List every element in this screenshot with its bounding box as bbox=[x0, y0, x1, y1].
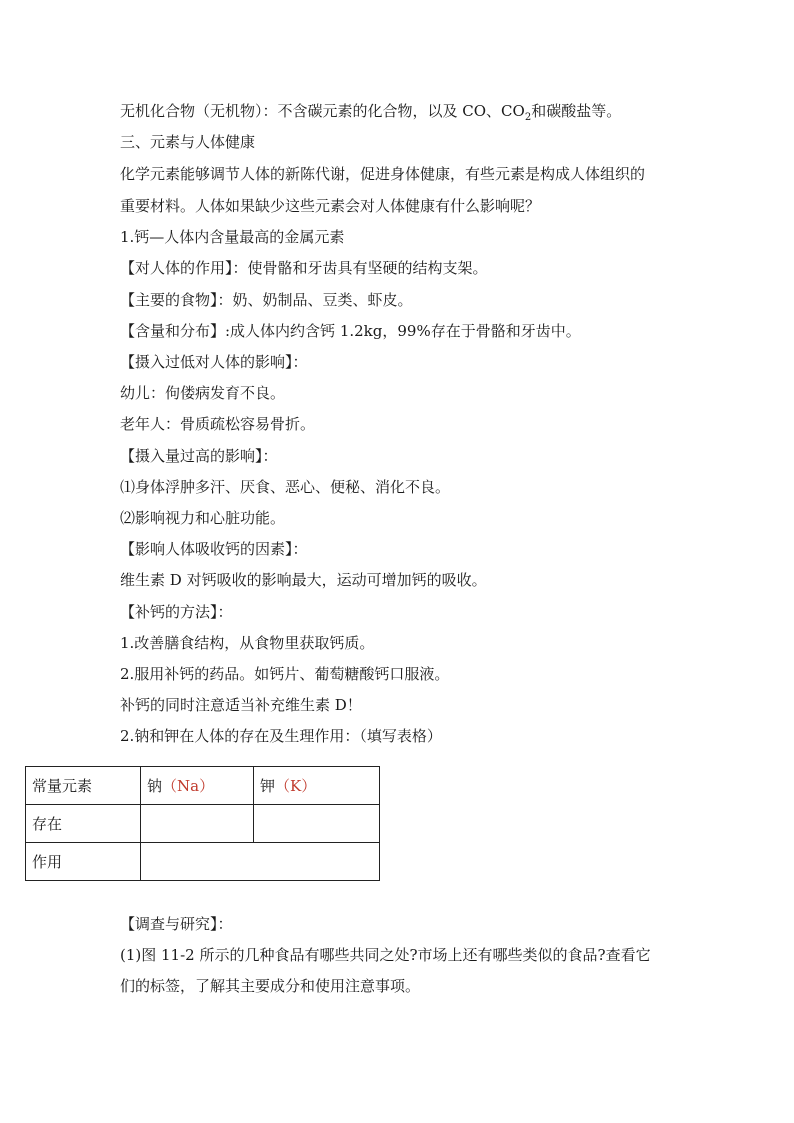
method-heading: 【补钙的方法】： bbox=[120, 603, 233, 621]
high-intake-item-1: ⑴身体浮肿多汗、厌食、恶心、便秘、消化不良。 bbox=[120, 478, 451, 496]
inorganic-text: 无机化合物（无机物）：不含碳元素的化合物，以及 CO、CO bbox=[120, 102, 525, 120]
food-line: 【主要的食物】：奶、奶制品、豆类、虾皮。 bbox=[120, 291, 413, 309]
potassium-symbol: （K） bbox=[275, 777, 317, 795]
potassium-existence-cell[interactable] bbox=[254, 805, 380, 843]
inorganic-definition bbox=[120, 101, 621, 121]
low-intake-heading: 【摄入过低对人体的影响】： bbox=[120, 353, 308, 371]
factors-heading: 【影响人体吸收钙的因素】： bbox=[120, 540, 308, 558]
high-intake-heading: 【摄入量过高的影响】： bbox=[120, 447, 278, 465]
survey-heading: 【调查与研究】： bbox=[120, 915, 233, 933]
vitamin-d-line: 维生素 D 对钙吸收的影响最大，运动可增加钙的吸收。 bbox=[120, 571, 487, 589]
elements-table bbox=[25, 766, 380, 881]
child-line: 幼儿：佝偻病发育不良。 bbox=[120, 384, 286, 402]
role-line: 【对人体的作用】：使骨骼和牙齿具有坚硬的结构支架。 bbox=[120, 259, 488, 277]
na-k-title: 2.钠和钾在人体的存在及生理作用：（填写表格） bbox=[120, 727, 442, 745]
table-row-role bbox=[26, 843, 380, 881]
intro-line-2: 重要材料。人体如果缺少这些元素会对人体健康有什么影响呢？ bbox=[120, 197, 541, 215]
table-header-row bbox=[26, 767, 380, 805]
co2-subscript: 2 bbox=[524, 112, 532, 123]
section-heading: 三、元素与人体健康 bbox=[120, 133, 256, 151]
sodium-symbol: （Na） bbox=[162, 777, 215, 795]
inorganic-text-end: 和碳酸盐等。 bbox=[531, 102, 622, 120]
header-sodium: 钠（Na） bbox=[141, 767, 254, 805]
method-item-1: 1.改善膳食结构，从食物里获取钙质。 bbox=[120, 634, 375, 652]
high-intake-item-2: ⑵影响视力和心脏功能。 bbox=[120, 509, 286, 527]
role-cell[interactable] bbox=[141, 843, 380, 881]
calcium-title: 1.钙—人体内含量最高的金属元素 bbox=[120, 228, 345, 246]
elderly-line: 老年人：骨质疏松容易骨折。 bbox=[120, 415, 316, 433]
header-constant-element: 常量元素 bbox=[26, 767, 141, 805]
sodium-existence-cell[interactable] bbox=[141, 805, 254, 843]
header-potassium: 钾（K） bbox=[254, 767, 380, 805]
survey-question-line-2: 们的标签，了解其主要成分和使用注意事项。 bbox=[120, 977, 421, 995]
content-line: 【含量和分布】:成人体内约含钙 1.2kg，99%存在于骨骼和牙齿中。 bbox=[120, 322, 581, 340]
intro-line-1: 化学元素能够调节人体的新陈代谢，促进身体健康，有些元素是构成人体组织的 bbox=[120, 165, 646, 183]
role-label: 作用 bbox=[26, 843, 141, 881]
note-line: 补钙的同时注意适当补充维生素 D！ bbox=[120, 696, 362, 714]
survey-question-line-1: (1)图 11-2 所示的几种食品有哪些共同之处?市场上还有哪些类似的食品?查看它 bbox=[120, 946, 651, 964]
existence-label: 存在 bbox=[26, 805, 141, 843]
table-row-existence bbox=[26, 805, 380, 843]
method-item-2: 2.服用补钙的药品。如钙片、葡萄糖酸钙口服液。 bbox=[120, 665, 450, 683]
